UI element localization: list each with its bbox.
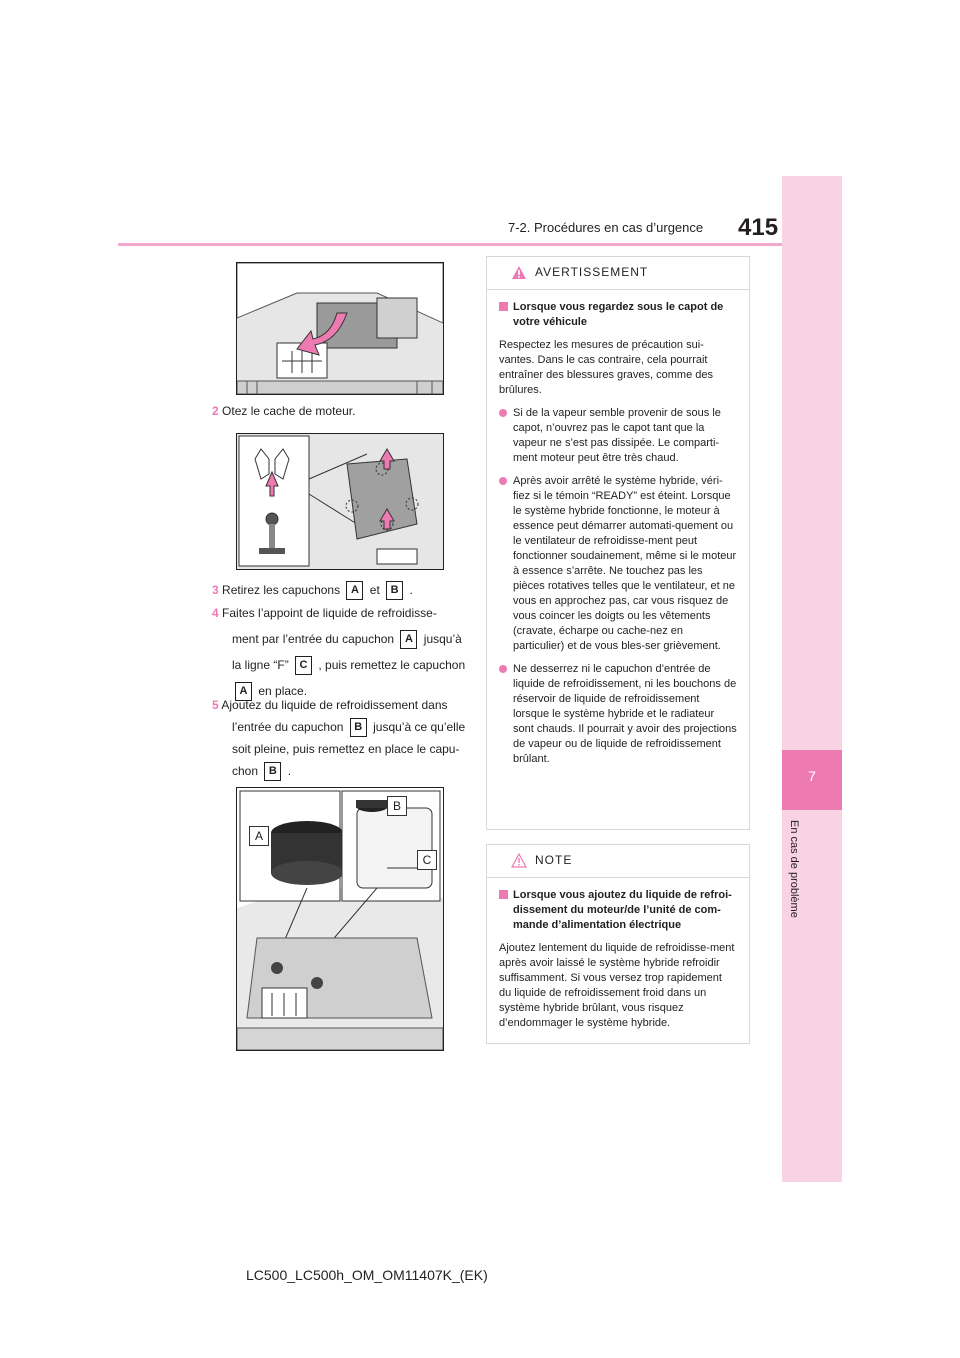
cap-a-label: A — [235, 682, 252, 701]
step-text: et — [369, 583, 380, 597]
step-text: jusqu’à — [423, 632, 462, 646]
page-number: 415 — [738, 214, 779, 241]
warning-header — [487, 257, 749, 290]
bullet-text: Si de la vapeur semble provenir de sous le capot, n’ouvrez pas le capot tant que la vapeur ne s’est pas dissipée. Le comparti-ment moteur peut être très chaud. — [513, 407, 721, 464]
cap-b-label: B — [350, 718, 367, 737]
line-c-label: C — [295, 656, 312, 675]
note-subtitle-text: Lorsque vous ajoutez du liquide de refroi-dissement du moteur/de l’unité de com-mande d’alimentation électrique — [513, 889, 732, 931]
figure-label-c: C — [417, 850, 437, 870]
step-number: 3 — [212, 583, 219, 597]
step-text: Retirez les capuchons — [222, 583, 341, 597]
bullet-dot-icon — [499, 477, 507, 485]
step-number: 5 — [212, 698, 219, 712]
warning-subtitle — [499, 300, 737, 330]
note-subtitle — [499, 888, 737, 933]
step-text: jusqu’à ce qu’elle — [373, 720, 466, 734]
note-box — [486, 844, 750, 1044]
bullet-text: Ne desserrez ni le capuchon d’entrée de liquide de refroidissement, ni les bouchons de réservoir de liquide de refroidissement lorsque le système hybride et le radiateur sont chauds. Il pourrait y avoir des projections de vapeur ou de liquide de refroidissement brûlant. — [513, 663, 737, 765]
header-rule — [118, 243, 842, 246]
warning-icon — [511, 265, 527, 280]
cap-b-label: B — [264, 762, 281, 781]
caution-icon — [511, 853, 527, 868]
engine-cover-figure — [236, 262, 444, 395]
warning-paragraph: Respectez les mesures de précaution sui-vantes. Dans le cas contraire, cela pourrait entraîner des blessures graves, comme des brûlures. — [499, 339, 713, 396]
engine-cover-removal-figure — [236, 433, 444, 570]
bullet-text: Après avoir arrêté le système hybride, véri-fiez si le témoin “READY” est éteint. Lorsque le système hybride fonctionne, le moteur à essence peut démarrer automati-quement ou le ventilateur de refroidisse-ment peut fonctionner soudainement, même si le moteur à essence s’arrête. Ne touchez pas les pièces rotatives telles que le ventilateur, et ne vous en approchez pas, car vous risquez de vous coincer les doigts ou les vêtements (cravate, écharpe ou cache-nez en particulier) et de vous bles-ser grièvement. — [513, 475, 737, 652]
step-5 — [212, 694, 492, 782]
step-text: Otez le cache de moteur. — [222, 404, 356, 418]
bullet-dot-icon — [499, 409, 507, 417]
step-text: la ligne “F” — [232, 658, 289, 672]
step-text: ment par l’entrée du capuchon — [232, 632, 395, 646]
figure-label-a: A — [249, 826, 269, 846]
step-2 — [212, 398, 355, 424]
coolant-caps-figure — [236, 787, 444, 1051]
figure-label-b: B — [387, 796, 407, 816]
warning-bullet-3 — [499, 662, 737, 767]
cap-a-label: A — [346, 581, 363, 600]
step-text: en place. — [258, 684, 308, 698]
step-number: 2 — [212, 404, 219, 418]
warning-bullet-2 — [499, 474, 737, 654]
warning-box — [486, 256, 750, 830]
cap-b-label: B — [386, 581, 403, 600]
section-title: 7-2. Procédures en cas d’urgence — [508, 220, 704, 235]
step-text: . — [287, 764, 292, 778]
note-title: NOTE — [535, 853, 573, 867]
step-text: chon — [232, 764, 259, 778]
step-number: 4 — [212, 606, 219, 620]
chapter-number: 7 — [808, 768, 816, 784]
document-code: LC500_LC500h_OM_OM11407K_(EK) — [246, 1267, 488, 1283]
bullet-dot-icon — [499, 665, 507, 673]
note-header — [487, 845, 749, 878]
warning-bullet-1 — [499, 406, 737, 466]
note-paragraph: Ajoutez lentement du liquide de refroidisse-ment après avoir laissé le système hybride refroidir suffisamment. Si vous versez trop rapidement du liquide de refroidissement froid dans un système hybride brûlant, vous risquez d’endommager le système hybride. — [499, 942, 735, 1029]
step-text: Ajoutez du liquide de refroidissement dans — [221, 698, 448, 712]
chapter-side-tab — [782, 176, 842, 1182]
square-bullet-icon — [499, 302, 508, 311]
step-text: Faites l’appoint de liquide de refroidisse- — [222, 606, 437, 620]
step-text: soit pleine, puis remettez en place le capu- — [232, 742, 460, 756]
chapter-title: En cas de problème — [788, 820, 800, 918]
step-4 — [212, 600, 492, 704]
step-text: , puis remettez le capuchon — [318, 658, 466, 672]
step-text: l’entrée du capuchon — [232, 720, 344, 734]
warning-title: AVERTISSEMENT — [535, 265, 649, 279]
step-text: . — [409, 583, 413, 597]
warning-subtitle-text: Lorsque vous regardez sous le capot de votre véhicule — [513, 301, 724, 328]
square-bullet-icon — [499, 890, 508, 899]
cap-a-label: A — [400, 630, 417, 649]
